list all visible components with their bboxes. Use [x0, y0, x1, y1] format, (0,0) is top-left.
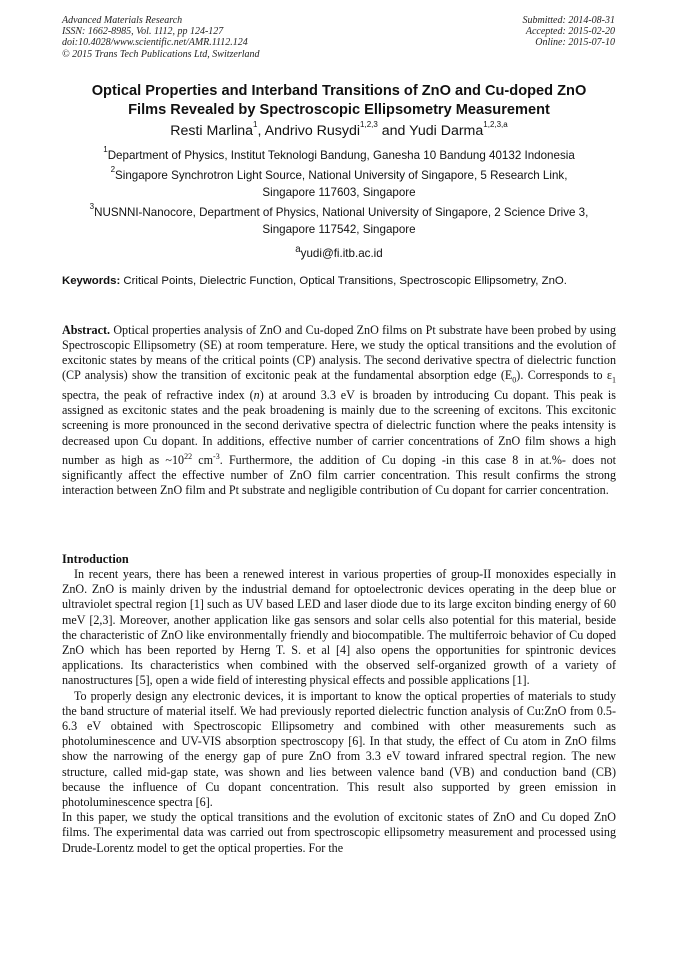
journal-doi: doi:10.4028/www.scientific.net/AMR.1112.124	[62, 37, 248, 49]
affiliation-2-line-1: Singapore Synchrotron Light Source, National University of Singapore, 5 Research Link,	[115, 169, 568, 182]
affiliation-3	[50, 201, 628, 238]
author-3: Yudi Darma	[409, 123, 484, 139]
abstract-italic-n: n	[253, 388, 260, 403]
accepted-date: Accepted: 2015-02-20	[525, 26, 615, 38]
affiliation-3-mark: 3	[89, 201, 95, 211]
abstract-text-4: ) at around 3.3 eV is broaden by introducing Cu dopant. This peak is assigned as excitonic states and the peak broadening is mainly due to the screening of excitons. This excitonic screening is more pronounced in the second derivative spectra of dielectric function where the peaks intensity is decreased upon Cu dopant. In additions, effective number of carrier concentrations of ZnO film shows a high number as high as ~10	[62, 388, 616, 467]
affiliation-1	[50, 144, 628, 165]
paper-title	[50, 82, 628, 119]
introduction-heading: Introduction	[62, 552, 129, 566]
intro-paragraph-2: To properly design any electronic devices, it is important to know the optical properties of materials to study the band structure of material itself. We had previously reported dielectric function analysis of Cu:ZnO from 0.5-6.3 eV obtained with Spectroscopic Ellipsometry and combined with other measurements such as photoluminescence and UV-VIS absorption spectroscopy [6]. In that study, the effect of Cu atom in ZnO films show the narrowing of the energy gap of pure ZnO from 3.3 eV toward infrared spectral region. The new structure, called mid-gap state, was shown and lies between valence band (VB) and conduction band (CB) because the influence of Cu dopant concentration. This result also supported by green emission in photoluminescence spectra [6].	[62, 688, 616, 810]
corresponding-email	[50, 242, 628, 262]
author-2: Andrivo Rusydi	[264, 123, 361, 139]
title-line-2: Films Revealed by Spectroscopic Ellipsometry Measurement	[128, 101, 550, 118]
keywords-text: Critical Points, Dielectric Function, Optical Transitions, Spectroscopic Ellipsometry, ZnO.	[123, 275, 567, 287]
affiliation-1-text: Department of Physics, Institut Teknologi Bandung, Ganesha 10 Bandung 40132 Indonesia	[107, 149, 575, 162]
affiliation-2-line-2: Singapore 117603, Singapore	[262, 185, 416, 199]
submission-dates	[523, 15, 616, 49]
abstract-text-5: cm	[192, 452, 214, 467]
journal-copyright: © 2015 Trans Tech Publications Ltd, Switzerland	[62, 48, 260, 60]
affiliation-2-mark: 2	[110, 164, 116, 174]
journal-name: Advanced Materials Research	[62, 15, 183, 26]
abstract-superscript-22: 22	[184, 451, 193, 461]
keywords-label: Keywords:	[62, 275, 121, 287]
submitted-date: Submitted: 2014-08-31	[522, 15, 615, 26]
abstract-text-6: . Furthermore, the addition of Cu doping -in this case 8 in at.%- does not significantly affect the effective number of ZnO film carrier concentration. This result confirms the strong interaction between ZnO film and Pt substrate and negligible contribution of Cu dopant for carrier concentration.	[62, 452, 616, 497]
introduction-body	[62, 567, 616, 856]
author-3-affil: 1,2,3,a	[483, 119, 508, 129]
email-mark: a	[295, 244, 301, 255]
journal-info	[62, 15, 260, 60]
abstract-label: Abstract.	[62, 323, 111, 337]
intro-paragraph-3: In this paper, we study the optical transitions and the evolution of excitonic states of ZnO and Cu doped ZnO films. The experimental data was carried out from spectroscopic ellipsometry measurement and processed using Drude-Lorentz model to get the optical properties. For the	[62, 810, 616, 855]
author-separator-2: and	[377, 123, 410, 139]
affiliation-3-line-1: NUSNNI-Nanocore, Department of Physics, National University of Singapore, 2 Science Drive 3,	[94, 206, 589, 219]
abstract-text-1: Optical properties analysis of ZnO and Cu-doped ZnO films on Pt substrate have been probed by using Spectroscopic Ellipsometry (SE) at room temperature. Here, we study the optical transitions and the evolution of excitonic states by means of the critical points (CP) analysis. The second derivative spectra of dielectric function (CP analysis) show the transition of excitonic peak at the fundamental absorption edge (E	[62, 323, 616, 383]
affiliation-1-mark: 1	[103, 144, 108, 154]
abstract-subscript-e0: 0	[512, 375, 517, 385]
abstract	[62, 323, 616, 498]
author-1: Resti Marlina	[170, 123, 254, 139]
online-date: Online: 2015-07-10	[535, 37, 615, 49]
abstract-subscript-eps1: 1	[612, 375, 616, 385]
abstract-text-3: spectra, the peak of refractive index (	[62, 388, 254, 403]
email-address: yudi@fi.itb.ac.id	[300, 246, 383, 260]
intro-paragraph-1: In recent years, there has been a renewed interest in various properties of group-II monoxides especially in ZnO. ZnO is mainly driven by the industrial demand for optoelectronic devices operating in the deep blue or ultraviolet spectral region [1] such as UV based LED and laser diode due to its large exciton binding energy of 60 meV [2,3]. Moreover, another application like gas sensors and solar cells also potential for this material, beside the characteristic of ZnO like environmentally friendly and biocompatible. The multiferroic behavior of Cu doped ZnO which has been reported by Herng T. S. et al [4] also opens the opportunities for spintronic devices applications. Its characteristics when combined with the observed self-organized growth of a variety of nanostructures [5], open a wide field of interesting physical effects and possible applications [1].	[62, 567, 616, 688]
author-separator-1: ,	[257, 123, 265, 139]
abstract-text-2: ). Corresponds to ε	[516, 368, 612, 383]
affiliation-3-line-2: Singapore 117542, Singapore	[262, 222, 416, 236]
journal-issn: ISSN: 1662-8985, Vol. 1112, pp 124-127	[62, 26, 224, 38]
author-list	[40, 119, 638, 140]
affiliation-2	[50, 164, 628, 201]
author-2-affil: 1,2,3	[360, 119, 378, 129]
title-line-1: Optical Properties and Interband Transitions of ZnO and Cu-doped ZnO	[91, 83, 587, 99]
keywords	[62, 274, 614, 290]
abstract-superscript-minus3: -3	[213, 451, 220, 461]
author-1-affil: 1	[253, 119, 258, 129]
